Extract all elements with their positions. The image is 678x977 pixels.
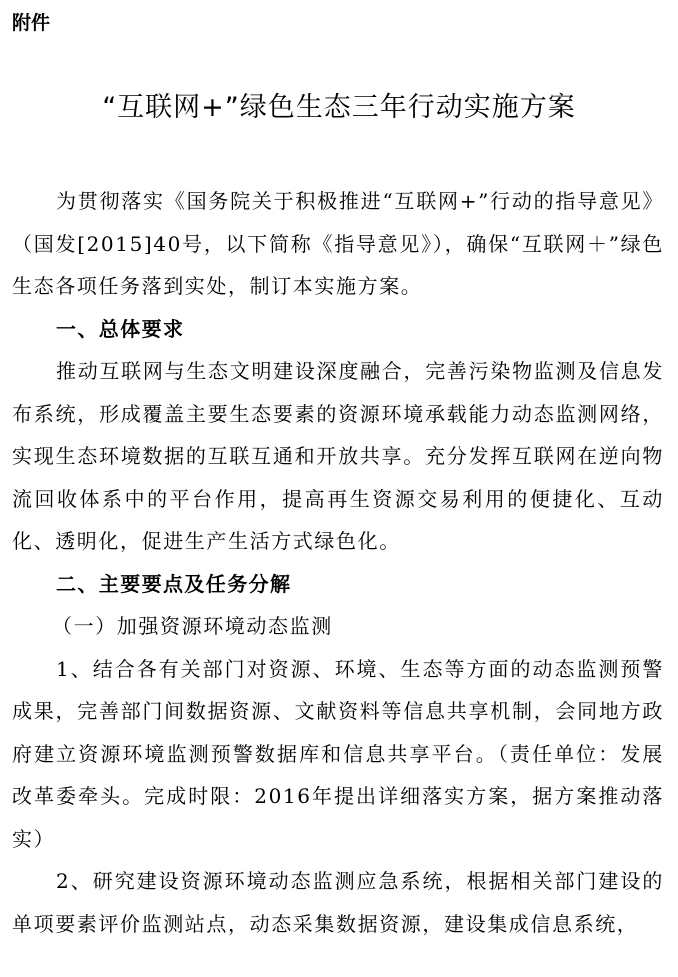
subsection-heading-monitoring: （一）加强资源环境动态监测 [52,614,333,638]
task-item-1: 1、结合各有关部门对资源、环境、生态等方面的动态监测预警成果，完善部门间数据资源、文献资料等信息共享机制，会同地方政府建立资源环境监测预警数据库和信息共享平台。（责任单位：发展改革委牵头。完成时限：2016年提出详细落实方案，据方案推动落实） [12,656,664,851]
intro-paragraph: 为贯彻落实《国务院关于积极推进“互联网+”行动的指导意见》（国发[2015]40号，以下简称《指导意见》），确保“互联网＋”绿色生态各项任务落到实处，制订本实施方案。 [12,189,664,298]
document-body [12,180,664,945]
section-heading-general-requirements: 一、总体要求 [56,316,185,341]
task-item-2: 2、研究建设资源环境动态监测应急系统，根据相关部门建设的单项要素评价监测站点，动态采集数据资源，建设集成信息系统， [12,869,664,936]
attachment-label: 附件 [12,12,51,34]
section-heading-main-points: 二、主要要点及任务分解 [56,571,292,596]
general-requirements-paragraph: 推动互联网与生态文明建设深度融合，完善污染物监测及信息发布系统，形成覆盖主要生态要素的资源环境承载能力动态监测网络，实现生态环境数据的互联互通和开放共享。充分发挥互联网在逆向物流回收体系中的平台作用，提高再生资源交易利用的便捷化、互动化、透明化，促进生产生活方式绿色化。 [12,359,664,553]
document-title: “互联网+”绿色生态三年行动实施方案 [102,92,576,123]
